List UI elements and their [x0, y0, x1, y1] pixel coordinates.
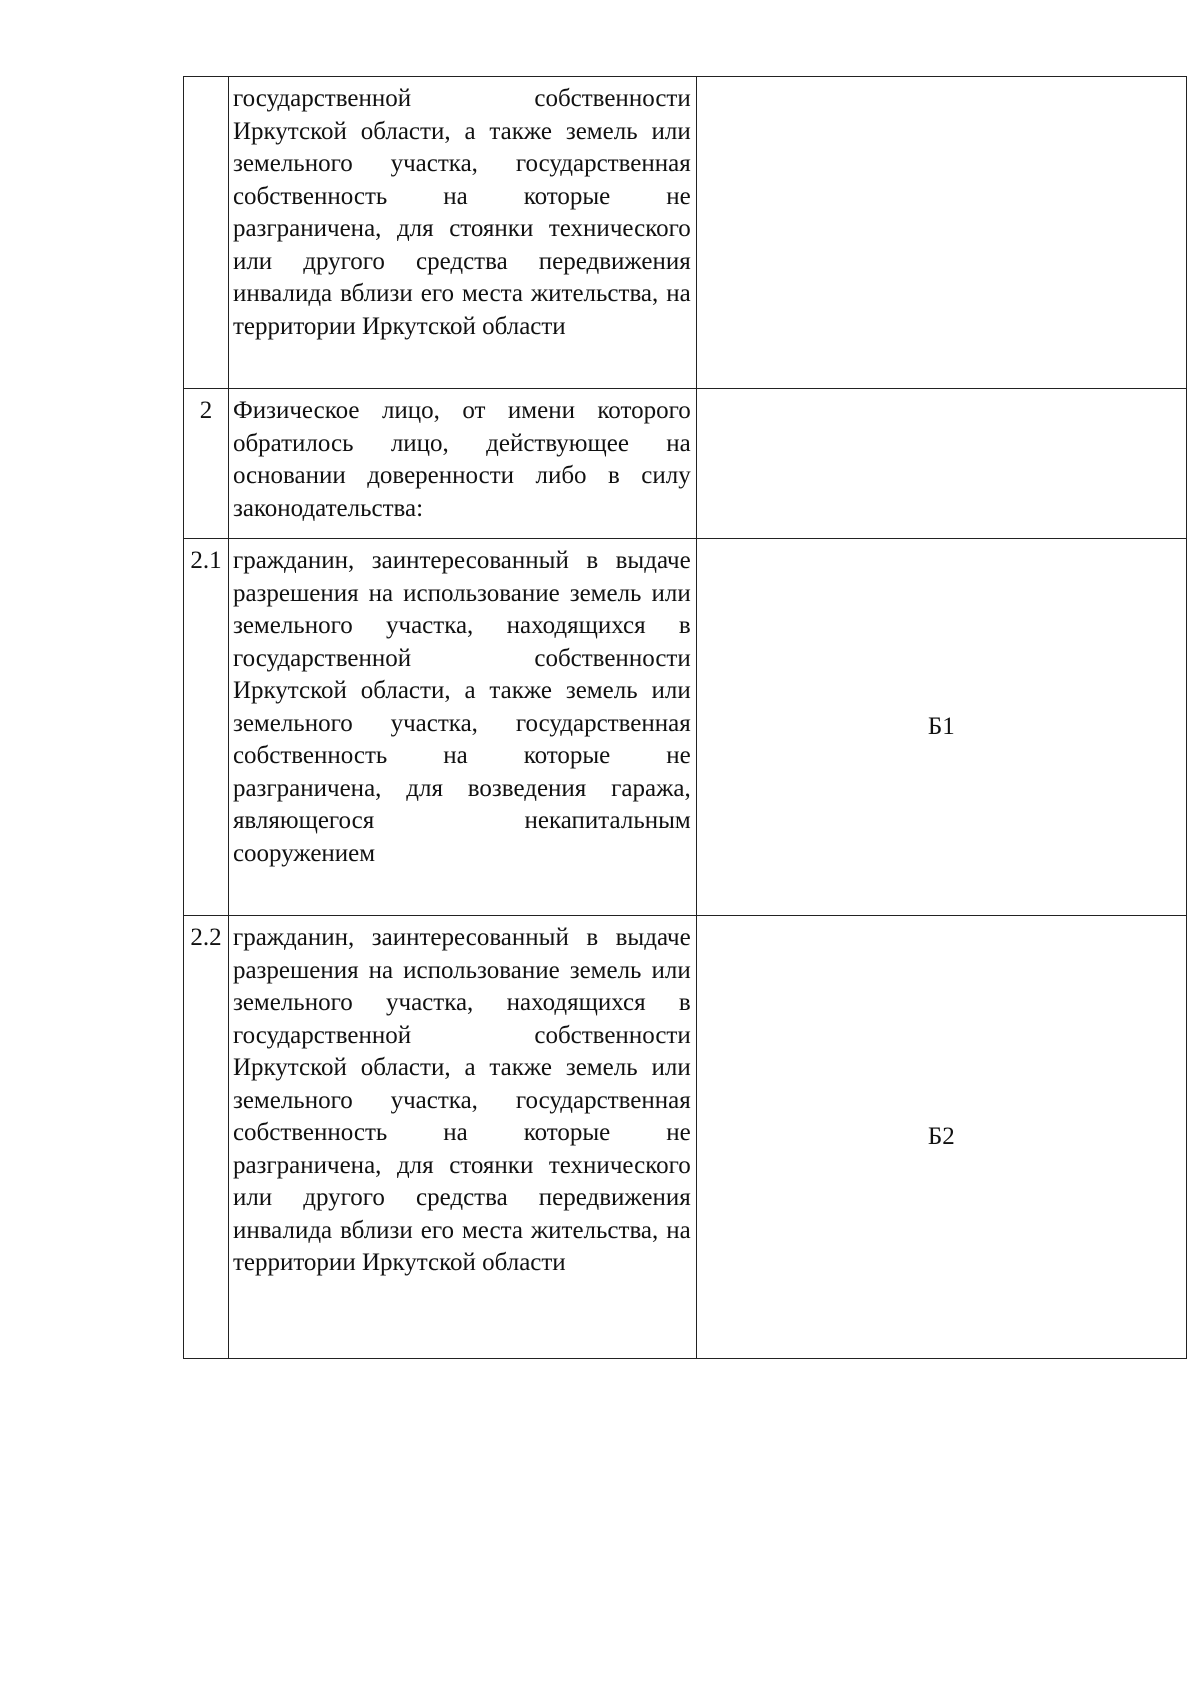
row-code: [696, 77, 1186, 389]
row-code: [696, 389, 1186, 539]
applicant-categories-table: [183, 76, 1187, 1359]
row-number: 2.1: [184, 539, 229, 916]
table-row: [184, 916, 1187, 1359]
table-row: [184, 77, 1187, 389]
row-description: Физическое лицо, от имени которого обратилось лицо, действующее на основании доверенности либо в силу законодательства:: [228, 389, 696, 539]
row-description: гражданин, заинтересованный в выдаче разрешения на использование земель или земельного участка, находящихся в государственной собственности Иркутской области, а также земель или земельного участка, государственная собственность на которые не разграничена, для стоянки технического или другого средства передвижения инвалида вблизи его места жительства, на территории Иркутской области: [228, 916, 696, 1359]
row-code: Б2: [696, 916, 1186, 1359]
row-number: 2.2: [184, 916, 229, 1359]
row-description: гражданин, заинтересованный в выдаче разрешения на использование земель или земельного участка, находящихся в государственной собственности Иркутской области, а также земель или земельного участка, государственная собственность на которые не разграничена, для возведения гаража, являющегося некапитальным сооружением: [228, 539, 696, 916]
row-number: [184, 77, 229, 389]
row-code: Б1: [696, 539, 1186, 916]
row-number: 2: [184, 389, 229, 539]
row-description: государственной собственности Иркутской области, а также земель или земельного участка, государственная собственность на которые не разграничена, для стоянки технического или другого средства передвижения инвалида вблизи его места жительства, на территории Иркутской области: [228, 77, 696, 389]
table-row: [184, 389, 1187, 539]
table-row: [184, 539, 1187, 916]
